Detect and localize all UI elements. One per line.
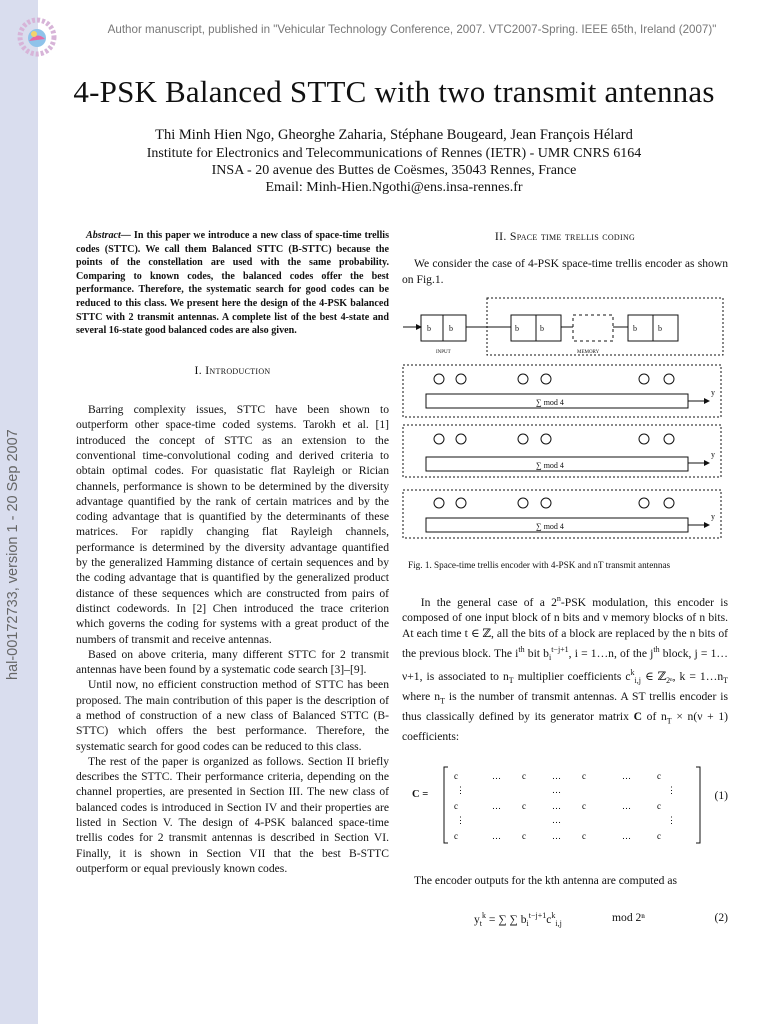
mod-label-2: ∑ mod 4 <box>536 461 564 470</box>
intro-paragraph-1: Barring complexity issues, STTC have been shown to outperform other space-time coded systems. Tarokh et al. [1] introduced the concept of STTC as an extension to the conventional time-convolutional coding and derived criteria to obtain optimal codes. For quasistatic flat Rayleigh or Rician channels, performance is shown to be determined by the diversity advantage quantified by the rank of certain matrices and by the coding advantage that is quantified by the determinants of these matrices. For rapidly changing flat Rayleigh channels, performance is determined by the diversity advantage quantified by the generalized Hamming distance of certain sequences and by the coding advantage that is quantified by the generalized product distance of these sequences which are constructed from pairs of distinct codewords. In [2] Chen introduced the trace criterion which governs the coding for systems with a great product of the numbers of transmit and receive antennas. <box>76 403 389 646</box>
abstract-label: Abstract— <box>86 230 131 241</box>
svg-text:⋮: ⋮ <box>667 785 676 795</box>
antenna-row-1 <box>403 365 721 417</box>
svg-text:…: … <box>622 831 631 841</box>
section-1-title: Introduction <box>205 362 271 377</box>
svg-text:…: … <box>552 801 561 811</box>
left-column <box>76 229 389 876</box>
svg-text:c: c <box>582 801 586 811</box>
equation-2-label: (2) <box>714 911 728 924</box>
svg-text:…: … <box>622 771 631 781</box>
svg-text:c: c <box>582 771 586 781</box>
svg-text:c: c <box>454 801 458 811</box>
svg-text:b: b <box>540 324 544 333</box>
memory-label: MEMORY <box>577 350 600 355</box>
svg-text:…: … <box>492 801 501 811</box>
svg-text:c: c <box>657 771 661 781</box>
svg-text:c: c <box>522 771 526 781</box>
svg-text:c: c <box>522 801 526 811</box>
svg-text:…: … <box>622 801 631 811</box>
matrix-body <box>442 765 702 845</box>
svg-text:b: b <box>427 324 431 333</box>
svg-text:y: y <box>711 512 715 521</box>
email: Email: Minh-Hien.Ngothi@ens.insa-rennes.fr <box>265 180 523 195</box>
generator-matrix <box>412 765 728 845</box>
shift-register <box>403 298 723 355</box>
address: INSA - 20 avenue des Buttes de Coësmes, 35043 Rennes, France <box>211 163 577 178</box>
outputs-intro: The encoder outputs for the kth antenna are computed as <box>414 874 678 887</box>
author-block <box>44 127 744 196</box>
section-1-number: I. <box>194 362 202 377</box>
svg-text:c: c <box>657 801 661 811</box>
right-column <box>402 229 728 287</box>
section-2-number: II. <box>494 229 507 243</box>
svg-text:b: b <box>658 324 662 333</box>
publication-note: Author manuscript, published in "Vehicular Technology Conference, 2007. VTC2007-Spring. IEEE 65th, Ireland (2007)" <box>107 23 717 36</box>
svg-text:b: b <box>633 324 637 333</box>
svg-text:c: c <box>522 831 526 841</box>
section-2-heading <box>402 229 728 244</box>
figure-caption: Fig. 1. Space-time trellis encoder with 4-PSK and nT transmit antennas <box>408 560 671 570</box>
svg-text:…: … <box>552 785 561 795</box>
svg-text:…: … <box>492 771 501 781</box>
paper-title: 4-PSK Balanced STTC with two transmit antennas <box>73 74 715 109</box>
mod-label-3: ∑ mod 4 <box>536 522 564 531</box>
mod-label-1: ∑ mod 4 <box>536 398 564 407</box>
svg-text:c: c <box>582 831 586 841</box>
antenna-row-3 <box>403 490 721 538</box>
svg-text:…: … <box>552 815 561 825</box>
svg-text:…: … <box>552 831 561 841</box>
hal-logo-icon <box>16 16 58 58</box>
hal-identifier <box>5 654 15 680</box>
svg-text:⋮: ⋮ <box>456 815 465 825</box>
svg-text:c: c <box>454 771 458 781</box>
section-2-intro: We consider the case of 4-PSK space-time trellis encoder as shown on Fig.1. <box>402 257 728 286</box>
intro-paragraph-2: Based on above criteria, many different STTC for 2 transmit antennas have been found by a systematic code search [3]–[9]. <box>76 647 389 677</box>
abstract-text: In this paper we introduce a new class of space-time trellis codes (STTC). We call them Balanced STTC (B-STTC) because the points of the constellation are used with the same probability. Comparing to known codes, the balanced codes offer the best performance. Therefore, the systematic search for good codes can be reduced to this class. We present here the design of the 4-PSK balanced STTC with 2 transmit antennas. A complete list of the best 4-state and several 16-state good balanced codes are also given. <box>76 230 389 337</box>
section-1-heading <box>76 363 389 378</box>
intro-paragraph-3: Until now, no efficient construction method of STTC has been proposed. The main contribution of this paper is the description of a method of construction of a new class of Balanced STTC (B-STTC) which offers the best performance. Therefore, the systematic search for good codes can be reduced to this class. <box>76 678 389 753</box>
section-2-paragraph: In the general case of a 2$^n$-PSK modulation, this encoder is composed of one input block of n bits and ν memory blocks of n bits. At each time t ∈ ℤ, all the bits of a block are replaced by the n bits of the previous block. The $i^{th}$ bit $b_i^{t-j+1}$, i = 1…n, of the $j^{th}$ block, j = 1…ν+1, is associated to $n_T$ multiplier coefficients $c^k_{i,j}$ ∈ ℤ$_{2^n}$, $k = 1\dots n_T$ where $n_T$ is the number of transmit antennas. A ST trellis encoder is thus classically defined by its generator matrix C of $n_T \times n(\nu + 1)$ coefficients: <box>402 594 729 743</box>
abstract <box>76 229 389 338</box>
equation-1-label: (1) <box>714 789 728 802</box>
institute: Institute for Electronics and Telecommunications of Rennes (IETR) - UMR CNRS 6164 <box>146 146 642 161</box>
svg-text:b: b <box>449 324 453 333</box>
svg-text:c: c <box>657 831 661 841</box>
encoder-figure <box>401 295 729 540</box>
svg-text:…: … <box>552 771 561 781</box>
section-2-title: Space time trellis coding <box>509 229 636 243</box>
svg-text:⋮: ⋮ <box>667 815 676 825</box>
intro-paragraph-4: The rest of the paper is organized as follows. Section II briefly describes the STTC. Their performance criteria, depending on the channel properties, are presented in Section III. The new class of balanced codes is introduced in Section IV and their properties are listed in Section V. The design of 4-PSK balanced space-time trellis codes for 2 transmit antennas is described in Section VI. Finally, it is shown in Section VII that the best B-STTC outperform or equal previously known codes. <box>76 754 389 875</box>
matrix-lhs: C = <box>412 789 429 800</box>
antenna-row-2 <box>403 425 721 477</box>
svg-text:c: c <box>454 831 458 841</box>
svg-text:…: … <box>492 831 501 841</box>
svg-text:⋮: ⋮ <box>456 785 465 795</box>
author-names: Thi Minh Hien Ngo, Gheorghe Zaharia, Stéphane Bougeard, Jean François Hélard <box>155 127 633 143</box>
svg-text:y: y <box>711 388 715 397</box>
input-label: INPUT <box>436 350 451 355</box>
svg-text:y: y <box>711 450 715 459</box>
equation-2: $y_t^k$ = ∑ ∑ $b_i^{t-j+1}c^k_{i,j}$ mod 2ⁿ (2) <box>474 911 728 929</box>
svg-text:b: b <box>515 324 519 333</box>
equation-2-mod: mod 2ⁿ <box>612 911 645 924</box>
